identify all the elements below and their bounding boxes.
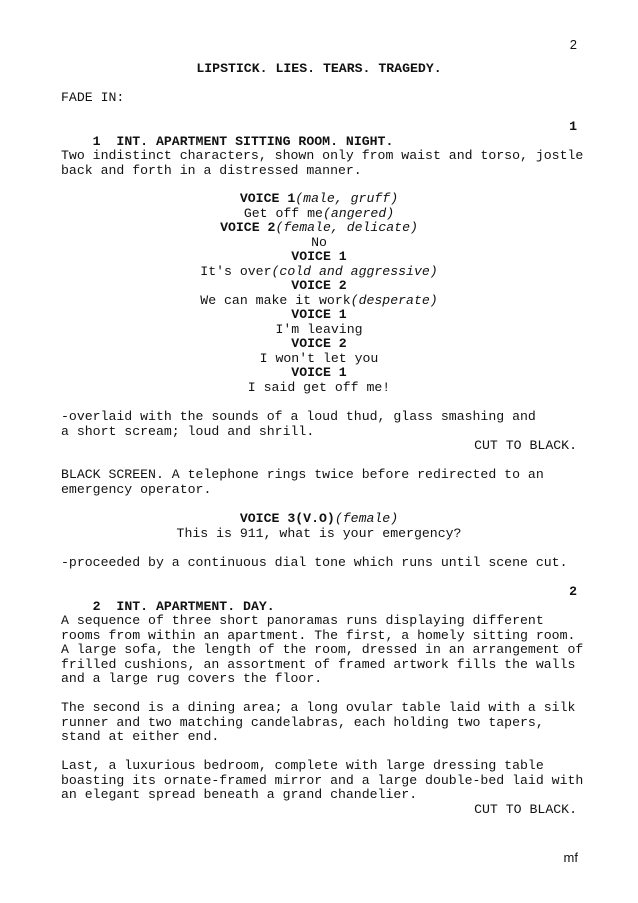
action-line: boasting its ornate-framed mirror and a large double-bed laid with bbox=[61, 772, 584, 788]
action-line: BLACK SCREEN. A telephone rings twice before redirected to an bbox=[61, 467, 544, 482]
dialogue-line bbox=[0, 512, 638, 527]
character-name: VOICE 2 bbox=[291, 278, 347, 293]
character-name: VOICE 2 bbox=[220, 220, 276, 235]
dialogue-line bbox=[0, 192, 638, 207]
dialogue-line bbox=[0, 366, 638, 381]
parenthetical: (female) bbox=[334, 511, 399, 526]
character-name: VOICE 1 bbox=[239, 191, 296, 206]
page-number: 2 bbox=[569, 37, 577, 52]
footer-initials: mf bbox=[563, 850, 578, 865]
character-name: VOICE 1 bbox=[291, 249, 347, 264]
dialogue-line bbox=[0, 337, 638, 352]
dialogue-text: We can make it work bbox=[200, 292, 351, 308]
action-line: -proceeded by a continuous dial tone which runs until scene cut. bbox=[61, 555, 568, 570]
action-line: back and forth in a distressed manner. bbox=[61, 162, 362, 178]
dialogue-line bbox=[0, 265, 638, 280]
parenthetical: (angered) bbox=[322, 205, 395, 221]
transition: CUT TO BLACK. bbox=[474, 438, 577, 453]
action-line: A large sofa, the length of the room, dressed in an arrangement of bbox=[61, 642, 584, 657]
dialogue-text: No bbox=[311, 234, 327, 250]
transition: CUT TO BLACK. bbox=[474, 801, 577, 817]
parenthetical: (cold and aggressive) bbox=[271, 263, 438, 279]
dialogue-line bbox=[0, 207, 638, 222]
character-name: VOICE 1 bbox=[291, 365, 347, 380]
character-name: VOICE 3(V.O) bbox=[239, 511, 335, 526]
dialogue-text: This is 911, what is your emergency? bbox=[176, 525, 462, 541]
action-line: rooms from within an apartment. The first, a homely sitting room. bbox=[61, 627, 576, 643]
action-line: A sequence of three short panoramas runs displaying different bbox=[61, 613, 544, 628]
parenthetical: (female, delicate) bbox=[275, 220, 418, 235]
dialogue-text: I'm leaving bbox=[275, 321, 363, 337]
action-line: frilled cushions, an assortment of framed artwork fills the walls bbox=[61, 656, 576, 672]
action-line: stand at either end. bbox=[61, 729, 220, 744]
fade-in: FADE IN: bbox=[61, 90, 125, 105]
dialogue-line bbox=[0, 381, 638, 396]
scene-number-left: 1 bbox=[92, 133, 101, 149]
dialogue-line bbox=[0, 323, 638, 338]
action-line: an elegant spread beneath a grand chandelier. bbox=[61, 787, 418, 802]
scene-number-right: 1 bbox=[569, 119, 577, 134]
dialogue-line bbox=[0, 236, 638, 251]
action-line: a short scream; loud and shrill. bbox=[61, 423, 315, 439]
action-line: emergency operator. bbox=[61, 481, 212, 497]
dialogue-text: I said get off me! bbox=[247, 379, 391, 395]
character-name: VOICE 1 bbox=[291, 307, 347, 322]
action-line: Last, a luxurious bedroom, complete with large dressing table bbox=[61, 758, 544, 773]
parenthetical: (male, gruff) bbox=[295, 191, 399, 206]
dialogue-text: I won't let you bbox=[259, 350, 379, 366]
action-line: and a large rug covers the floor. bbox=[61, 671, 323, 686]
dialogue-line bbox=[0, 250, 638, 265]
dialogue-line bbox=[0, 527, 638, 542]
scene-heading-text: INT. APARTMENT SITTING ROOM. NIGHT. bbox=[116, 133, 394, 149]
dialogue-line bbox=[0, 279, 638, 294]
dialogue-line bbox=[0, 294, 638, 309]
character-name: VOICE 2 bbox=[291, 336, 347, 351]
action-line: -overlaid with the sounds of a loud thud, glass smashing and bbox=[61, 409, 536, 424]
dialogue-line bbox=[0, 352, 638, 367]
parenthetical: (desperate) bbox=[350, 292, 438, 308]
scene-heading-text: INT. APARTMENT. DAY. bbox=[116, 598, 275, 614]
scene-number-left: 2 bbox=[92, 598, 101, 614]
dialogue-line bbox=[0, 308, 638, 323]
dialogue-text: Get off me bbox=[243, 205, 323, 221]
action-line: runner and two matching candelabras, each holding two tapers, bbox=[61, 714, 544, 730]
action-line: Two indistinct characters, shown only from waist and torso, jostle bbox=[61, 148, 584, 163]
dialogue-line bbox=[0, 221, 638, 236]
action-line: The second is a dining area; a long ovular table laid with a silk bbox=[61, 700, 576, 715]
dialogue-text: It's over bbox=[200, 263, 272, 279]
scene-number-right: 2 bbox=[569, 584, 577, 599]
script-title: LIPSTICK. LIES. TEARS. TRAGEDY. bbox=[196, 61, 442, 76]
